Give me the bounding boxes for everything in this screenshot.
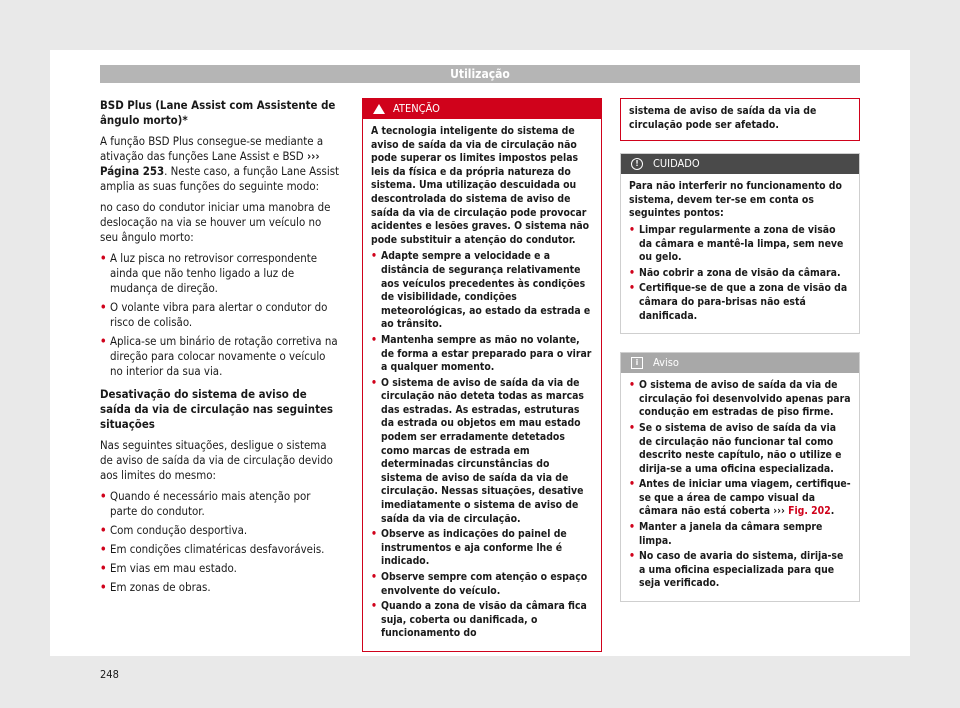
list-item: • Quando a zona de visão da câmara fica suja, coberta ou danificada, o funcionamento do [371,600,587,640]
warning-column [362,98,602,652]
caution-body [621,174,859,333]
page-reference-link[interactable]: Página 253 [100,164,165,178]
figure-reference-link[interactable]: Fig. 202 [784,505,831,518]
bullet-icon: • [100,561,107,575]
bullet-icon: • [371,376,377,389]
paragraph: A função BSD Plus consegue-se mediante a ativação das funções Lane Assist e BSD ››› Página 253. Neste caso, a função Lane Assist amplia as suas funções do seguinte modo: [100,134,340,193]
warning-body [363,119,601,651]
bullet-icon: • [371,600,377,613]
bullet-icon: • [629,379,635,392]
list-item: • Quando é necessário mais atenção por parte do condutor. [100,489,311,518]
bullet-icon: • [629,266,635,279]
list-item: • Adapte sempre a velocidade e a distância de segurança relativamente aos veículos precedentes às condições de visibilidade, condições meteorológicas, ao estado da estrada e ao trânsito. [371,250,591,331]
section-heading: BSD Plus (Lane Assist com Assistente de ângulo morto)* [100,98,336,127]
bullet-icon: • [629,550,635,563]
list-item: • No caso de avaria do sistema, dirija-se a uma oficina especializada para que seja verificado. [629,550,844,590]
bullet-icon: • [629,478,635,491]
list-item: • Se o sistema de aviso de saída da via de circulação não funcionar tal como descrito neste capítulo, não o utilize e dirija-se a uma oficina especializada. [629,421,842,475]
bullet-icon: • [629,521,635,534]
reference-arrow: ››› [773,505,785,518]
bullet-icon: • [629,421,635,434]
list-item: • O volante vibra para alertar o condutor do risco de colisão. [100,300,328,329]
list-item: • Em vias em mau estado. [100,561,237,575]
warning-intro: A tecnologia inteligente do sistema de aviso de saída da via de circulação não pode superar os limites impostos pelas leis da física e da própria natureza do sistema. Uma utilização descuidada ou descontrolada do sistema de aviso de saída da via de circulação pode provocar acidentes e lesões graves. O sistema não pode substituir a atenção do condutor. [371,125,590,246]
caution-box [620,153,860,334]
bullet-icon: • [100,542,107,556]
caution-intro: Para não interferir no funcionamento do sistema, devem ter-se em conta os seguintes pontos: [629,180,842,220]
warning-title: ATENÇÃO [393,102,440,115]
list-item: • O sistema de aviso de saída da via de circulação não deteta todas as marcas das estradas. As estradas, estruturas da estrada ou objetos em mau estado podem ser erradamente detetados como marcas de estrada em determinadas circunstâncias do sistema de aviso de saída da via de circulação. Nessas situações, desative imediatamente o sistema de aviso de saída da via de circulação. [371,376,584,525]
section-heading: Desativação do sistema de aviso de saída da via de circulação nas seguintes situações [100,387,334,431]
bullet-icon: • [371,333,377,346]
list-item: • Mantenha sempre as mão no volante, de forma a estar preparado para o virar a qualquer momento. [371,333,592,374]
list-item: • Com condução desportiva. [100,523,248,537]
warning-box [362,98,602,652]
list-item: • A luz pisca no retrovisor correspondente ainda que não tenho ligado a luz de mudança de direção. [100,251,318,295]
list-item: • Não cobrir a zona de visão da câmara. [629,266,841,279]
bullet-icon: • [629,282,635,295]
side-column [620,98,860,602]
list-item: • Em zonas de obras. [100,580,211,594]
warning-title-bar [363,99,601,119]
paragraph: Nas seguintes situações, desligue o sistema de aviso de saída da via de circulação devido aos limites do mesmo: [100,438,333,482]
list-item: • O sistema de aviso de saída da via de circulação foi desenvolvido apenas para condução em estradas de piso firme. [629,379,851,419]
list-item: • Certifique-se de que a zona de visão da câmara do para-brisas não está danificada. [629,282,848,322]
notice-title: Aviso [653,356,679,370]
bullet-icon: • [100,334,107,348]
page-number: 248 [100,668,119,681]
section-header: Utilização [100,65,860,83]
reference-arrow: ››› [306,149,320,163]
bullet-icon: • [629,223,635,236]
notice-box [620,352,860,602]
main-text-column [100,98,340,599]
list-item: • Antes de iniciar uma viagem, certifique-se que a área de campo visual da câmara não está coberta ››› Fig. 202. [629,478,851,518]
bullet-icon: • [100,300,107,314]
notice-body [621,373,859,601]
list-item: • Observe as indicações do painel de instrumentos e aja conforme lhe é indicado. [371,528,567,568]
list-item: • Manter a janela da câmara sempre limpa. [629,521,823,547]
bullet-icon: • [100,251,107,265]
caution-title-bar [621,154,859,174]
bullet-icon: • [371,571,377,583]
bullet-icon: • [371,528,377,541]
notice-title-bar [621,353,859,373]
bullet-icon: • [100,489,107,503]
document-page [50,50,910,681]
warning-triangle-icon [373,104,385,114]
exclamation-circle-icon: ! [631,158,643,170]
list-item: • Aplica-se um binário de rotação corretiva na direção para colocar novamente o veículo no interior da sua via. [100,334,338,378]
warning-continued-text: sistema de aviso de saída da via de circulação pode ser afetado. [629,105,817,131]
paragraph: no caso do condutor iniciar uma manobra de deslocação na via se houver um veículo no seu ângulo morto: [100,200,331,244]
warning-box-continued [620,98,860,141]
info-icon: i [631,357,643,369]
list-item: • Em condições climatéricas desfavoráveis. [100,542,325,556]
bullet-icon: • [100,523,107,537]
bullet-icon: • [100,580,107,594]
caution-title: CUIDADO [653,157,700,171]
bullet-icon: • [371,250,377,263]
list-item: • Observe sempre com atenção o espaço envolvente do veículo. [371,571,588,597]
list-item: • Limpar regularmente a zona de visão da câmara e mantê-la limpa, sem neve ou gelo. [629,223,844,264]
